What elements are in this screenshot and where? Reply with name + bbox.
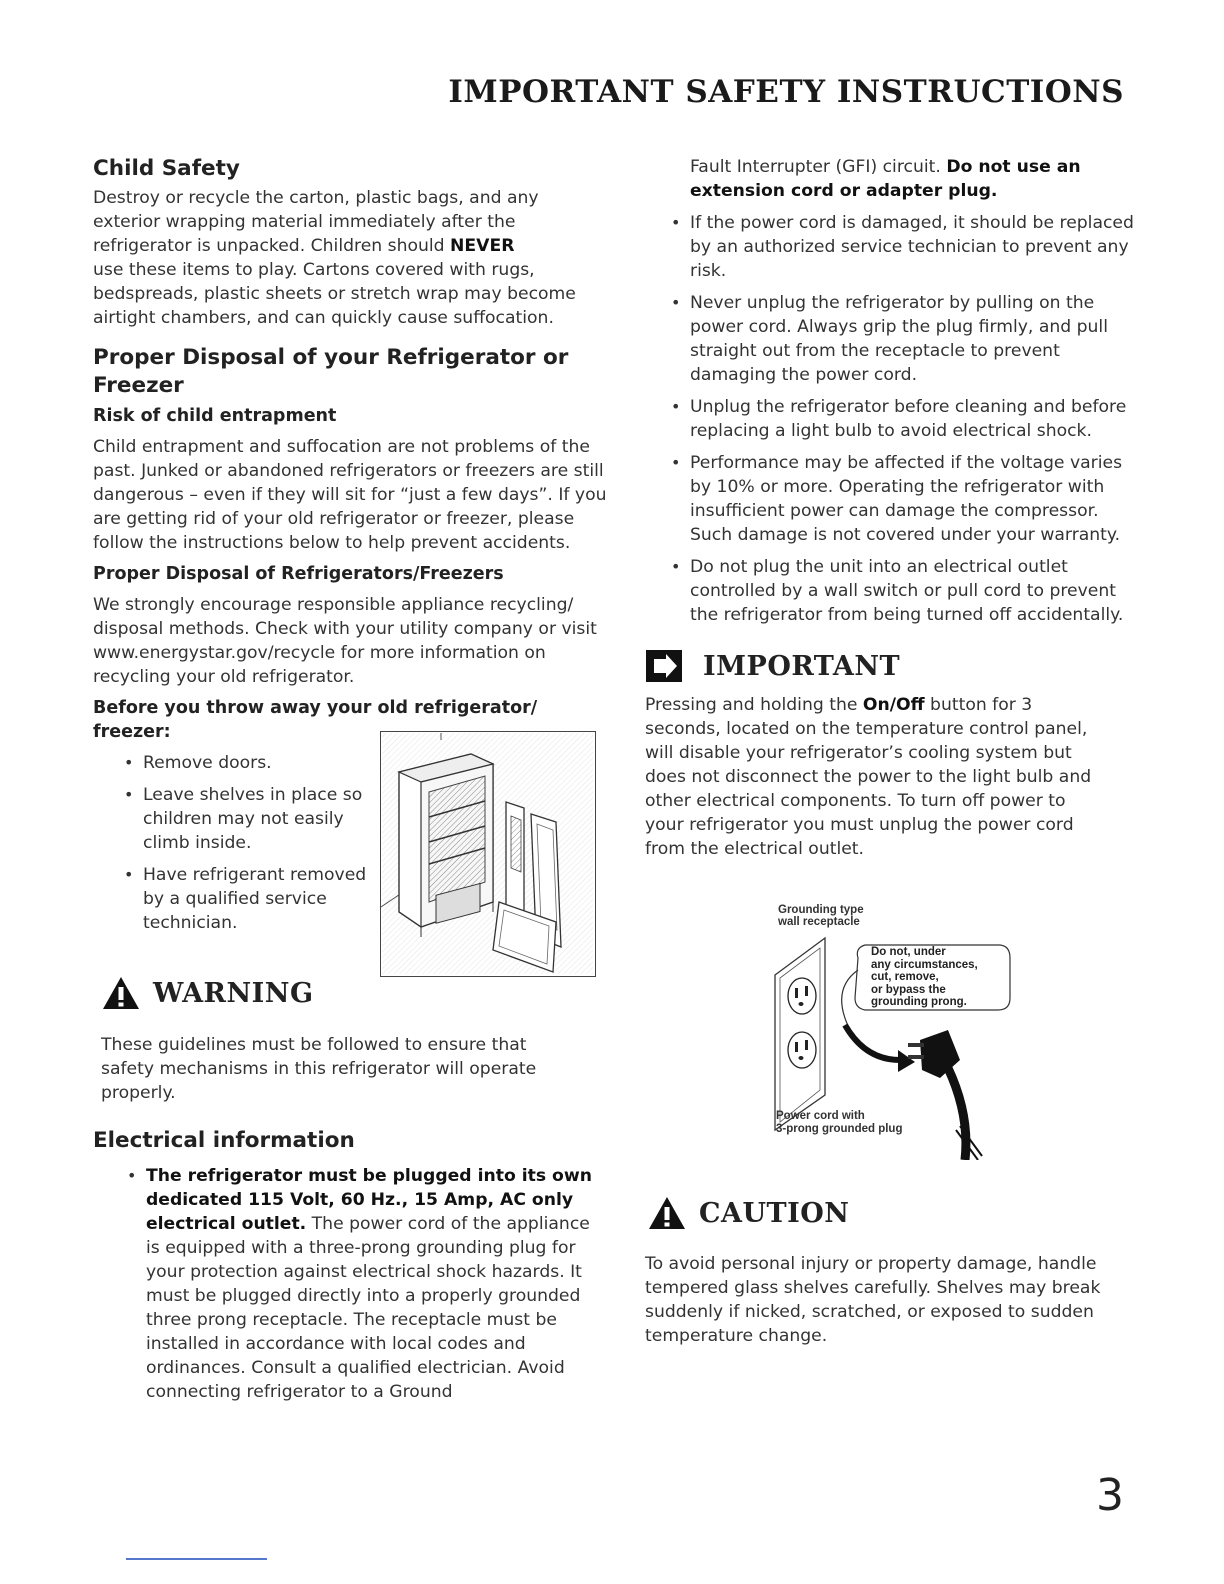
gfi-continued-text: [690, 155, 1145, 203]
child-safety-text: [93, 186, 608, 330]
list-item: • Remove doors.: [118, 751, 373, 775]
list-item: • Never unplug the refrigerator by pulling on the power cord. Always grip the plug firmly, and pull straight out from the receptacle to prevent damaging the power cord.: [665, 291, 1145, 387]
caution-triangle-icon: [647, 1195, 687, 1231]
power-cord-label-line-1: Power cord with: [776, 1110, 865, 1122]
page-title: IMPORTANT SAFETY INSTRUCTIONS: [448, 74, 1124, 110]
important-title: IMPORTANT: [703, 650, 901, 682]
on-off-button-name: On/Off: [862, 695, 925, 715]
risk-text: Child entrapment and suffocation are not problems of the past. Junked or abandoned refrigerators or freezers are still dangerous – even if they will sit for “just a few days”. If you are getting rid of your old refrigerator or freezer, please follow the instructions below to help prevent accidents.: [93, 437, 607, 553]
callout-line-2: any circumstances,: [871, 958, 978, 971]
list-item: [121, 1164, 606, 1404]
never-emphasis: NEVER: [450, 236, 515, 256]
disposal-heading: Proper Disposal of your Refrigerator or Freezer: [93, 345, 569, 398]
important-title-row: [645, 649, 1145, 683]
caution-text: To avoid personal injury or property damage, handle tempered glass shelves carefully. Shelves may break suddenly if nicked, scratched, or exposed to sudden temperature change.: [645, 1254, 1101, 1346]
outlet-requirement: The refrigerator must be plugged into its own dedicated 115 Volt, 60 Hz., 15 Amp, AC only electrical outlet.: [146, 1166, 592, 1234]
list-item: • Do not plug the unit into an electrical outlet controlled by a wall switch or pull cord to prevent the refrigerator from being turned off accidentally.: [665, 555, 1145, 627]
left-column: [93, 155, 608, 1412]
receptacle-label-line-1: Grounding type: [778, 904, 864, 916]
gfi-text: Fault Interrupter (GFI) circuit.: [690, 157, 941, 177]
electrical-heading: Electrical information: [93, 1128, 355, 1153]
power-cord-label-line-2: 3-prong grounded plug: [776, 1122, 903, 1135]
callout-line-3: cut, remove,: [871, 971, 939, 983]
important-text: [645, 693, 1105, 861]
open-refrigerator-drawing: [381, 732, 594, 975]
important-text-b: button for 3 seconds, located on the temperature control panel, will disable your refrigerator’s cooling system but does not disconnect the power to the light bulb and other electrical components. To turn off power to your refrigerator you must unplug the power cord from the electrical outlet.: [645, 695, 1092, 859]
electrical-list-right: [665, 211, 1145, 627]
callout-line-4: or bypass the: [871, 983, 946, 996]
risk-heading: Risk of child entrapment: [93, 406, 337, 426]
grounding-callout: [871, 946, 978, 1009]
important-text-a: Pressing and holding the: [645, 695, 858, 715]
callout-line-1: Do not, under: [871, 946, 946, 958]
fridge-illustration: [380, 731, 596, 977]
arrow-box-icon: [645, 649, 683, 683]
footer-rule: [126, 1558, 267, 1560]
list-item: • If the power cord is damaged, it should be replaced by an authorized service technician to prevent any risk.: [665, 211, 1145, 283]
power-cord-label: [776, 1110, 902, 1135]
page-number: 3: [1096, 1470, 1124, 1521]
caution-title-row: [647, 1195, 849, 1231]
list-item: • Unplug the refrigerator before cleaning and before replacing a light bulb to avoid electrical shock.: [665, 395, 1145, 443]
electrical-list-left: [121, 1164, 606, 1404]
proper-disposal-text: We strongly encourage responsible appliance recycling/ disposal methods. Check with your utility company or visit www.energystar.gov/recycle for more information on recycling your old refrigerator.: [93, 595, 597, 687]
before-throw-heading: Before you throw away your old refrigerator/ freezer:: [93, 698, 538, 742]
child-safety-text-1: Destroy or recycle the carton, plastic bags, and any exterior wrapping material immediately after the refrigerator is unpacked. Children should: [93, 188, 539, 256]
grounding-text: The power cord of the appliance is equipped with a three-prong grounding plug for your protection against electrical shock hazards. It must be plugged directly into a properly grounded three prong receptacle. The receptacle must be installed in accordance with local codes and ordinances. Consult a qualified electrician. Avoid connecting refrigerator to a Ground: [146, 1214, 590, 1402]
list-item: • Performance may be affected if the voltage varies by 10% or more. Operating the refrigerator with insufficient power can damage the compressor. Such damage is not covered under your warranty.: [665, 451, 1145, 547]
list-item: • Have refrigerant removed by a qualified service technician.: [118, 863, 373, 935]
receptacle-label-line-2: wall receptacle: [778, 916, 860, 928]
caution-title: CAUTION: [699, 1197, 850, 1229]
callout-line-5: grounding prong.: [871, 996, 967, 1008]
list-item: • Leave shelves in place so children may not easily climb inside.: [118, 783, 373, 855]
warning-text: These guidelines must be followed to ensure that safety mechanisms in this refrigerator will operate properly.: [101, 1035, 537, 1103]
receptacle-label: [778, 904, 864, 928]
disposal-steps-list: [118, 751, 373, 935]
child-safety-text-2: use these items to play. Cartons covered with rugs, bedspreads, plastic sheets or stretch wrap may become airtight chambers, and can quickly cause suffocation.: [93, 260, 576, 328]
no-extension-cord: Do not use an extension cord or adapter plug.: [690, 157, 1081, 201]
warning-title: WARNING: [153, 977, 314, 1009]
right-column: [645, 155, 1145, 1346]
proper-disposal-heading: Proper Disposal of Refrigerators/Freezers: [93, 564, 504, 584]
child-safety-heading: Child Safety: [93, 156, 240, 181]
warning-triangle-icon: [101, 975, 141, 1011]
warning-title-row: [101, 975, 608, 1011]
